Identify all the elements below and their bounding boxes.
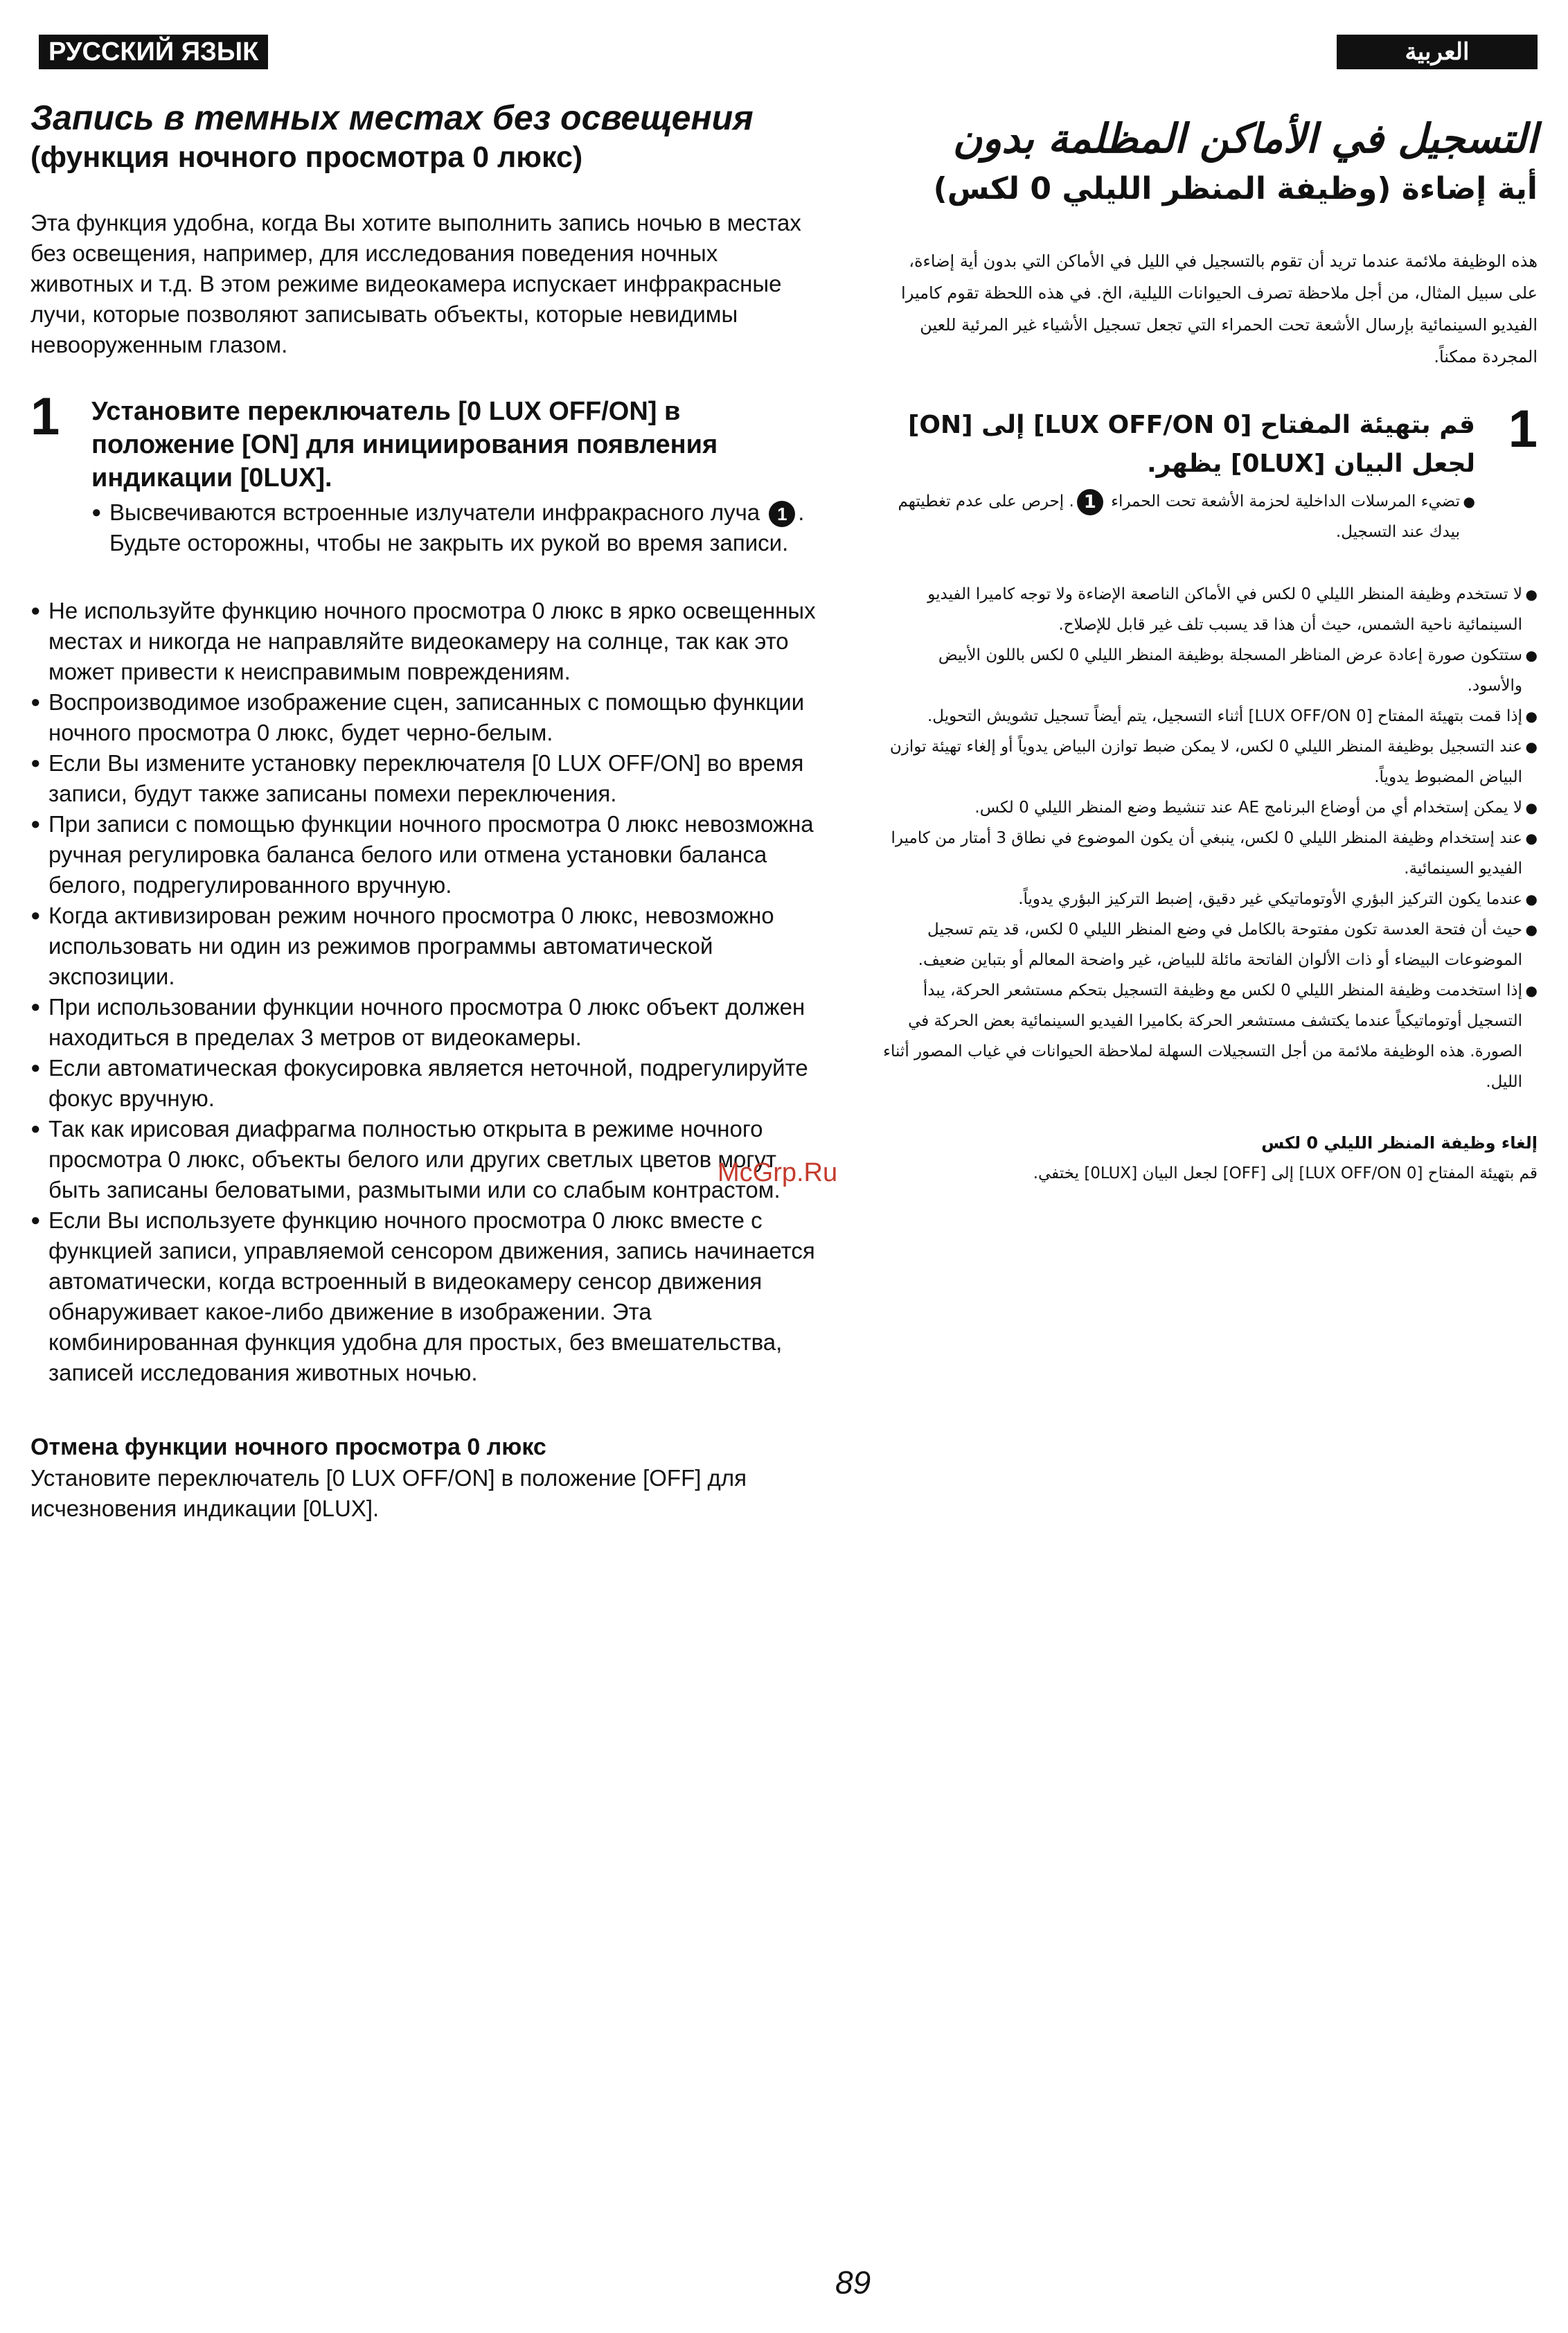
page-number: 89	[835, 2264, 871, 2300]
ru-step-title: Установите переключатель [0 LUX OFF/ON] в положение [ON] для инициирования появления индикации [0LUX].	[91, 397, 718, 493]
ru-note-item: ● Если Вы измените установку переключателя [0 LUX OFF/ON] во время записи, будут также записаны помехи переключения.	[30, 748, 827, 809]
ar-note-item: ● عندما يكون التركيز البؤري الأوتوماتيكي غير دقيق، إضبط التركيز البؤري يدوياً.	[880, 884, 1538, 914]
ru-note-item: ● Так как ирисовая диафрагма полностью открыта в режиме ночного просмотра 0 люкс, объекты белого или других светлых цветов могут быть записаны беловатыми, размытыми или со слабым контрастом.	[30, 1114, 827, 1205]
ar-notes-list	[880, 579, 1538, 1097]
ru-step-note-text-end: . Будьте осторожны, чтобы не закрыть их рукой во время записи.	[109, 499, 805, 556]
language-tab-russian: РУССКИЙ ЯЗЫК	[39, 35, 268, 69]
language-tab-arabic: العربية	[1337, 35, 1538, 69]
ar-note-item: ● عند إستخدام وظيفة المنظر الليلي 0 لكس، ينبغي أن يكون الموضوع في نطاق 3 أمتار من كاميرا الفيديو السينمائية.	[880, 823, 1538, 884]
ru-section-title: Запись в темных местах без освещения	[30, 98, 754, 137]
ru-note-item: ● Когда активизирован режим ночного просмотра 0 люкс, невозможно использовать ни один из режимов программы автоматической экспозиции.	[30, 901, 827, 992]
russian-column	[30, 97, 827, 1524]
callout-1-icon: 1	[769, 501, 795, 527]
ar-cancel-heading: إلغاء وظيفة المنظر الليلي 0 لكس	[1261, 1133, 1538, 1153]
ru-step-note	[91, 497, 827, 558]
ar-intro-paragraph: هذه الوظيفة ملائمة عندما تريد أن تقوم بالتسجيل في الليل في الأماكن التي بدون أية إضاءة، على سبيل المثال، من أجل ملاحظة تصرف الحيوانات الليلية، الخ. في هذه اللحظة تقوم كاميرا الفيديو السينمائية بإرسال الأشعة تحت الحمراء التي تجعل تسجيل الأشياء غير المرئية للعين المجردة ممكناً.	[901, 251, 1538, 366]
ar-note-item: ● عند التسجيل بوظيفة المنظر الليلي 0 لكس، لا يمكن ضبط توازن البياض يدوياً أو إلغاء تهيئة توازن البياض المضبوط يدوياً.	[880, 731, 1538, 792]
ar-note-item: ● لا يمكن إستخدام أي من أوضاع البرنامج AE عند تنشيط وضع المنظر الليلي 0 لكس.	[880, 792, 1538, 823]
ru-intro-paragraph: Эта функция удобна, когда Вы хотите выполнить запись ночью в местах без освещения, например, для исследования поведения ночных животных и т.д. В этом режиме видеокамера испускает инфракрасные лучи, которые позволяют записывать объекты, которые невидимы невооруженным глазом.	[30, 210, 801, 357]
ar-note-item: ● إذا قمت بتهيئة المفتاح [0 LUX OFF/ON] أثناء التسجيل، يتم أيضاً تسجيل تشويش التحويل.	[880, 701, 1538, 731]
watermark: McGrp.Ru	[718, 1158, 838, 1187]
ar-step-1	[880, 400, 1538, 547]
ar-step-number: 1	[1508, 400, 1538, 459]
ru-note-item: ● Не используйте функцию ночного просмотра 0 люкс в ярко освещенных местах и никогда не направляйте видеокамеру на солнце, так как это может привести к неисправимым повреждениям.	[30, 596, 827, 687]
ar-section-subtitle: أية إضاءة (وظيفة المنظر الليلي 0 لكس)	[933, 171, 1538, 206]
ru-step-note-text: Высвечиваются встроенные излучатели инфракрасного луча	[109, 499, 760, 525]
ar-step-note	[880, 486, 1475, 547]
ar-note-item: ● إذا استخدمت وظيفة المنظر الليلي 0 لكس مع وظيفة التسجيل بتحكم مستشعر الحركة، يبدأ التسجيل أوتوماتيكياً عندما يكتشف مستشعر الحركة بكاميرا الفيديو السينمائية بعض الحركة في الصورة. هذه الوظيفة ملائمة من أجل التسجيلات السهلة لملاحظة الحيوانات في غياب المصور أثناء الليل.	[880, 975, 1538, 1097]
ru-step-1	[30, 387, 827, 558]
ar-cancel-text: قم بتهيئة المفتاح [0 LUX OFF/ON] إلى [OFF] لجعل البيان [0LUX] يختفي.	[1033, 1164, 1538, 1182]
ar-note-item: ● حيث أن فتحة العدسة تكون مفتوحة بالكامل في وضع المنظر الليلي 0 لكس، قد يتم تسجيل الموضوعات البيضاء أو ذات الألوان الفاتحة مائلة للبياض، غير واضحة المعالم أو بتباين ضعيف.	[880, 914, 1538, 975]
ru-cancel-heading: Отмена функции ночного просмотра 0 люкс	[30, 1434, 546, 1460]
ru-notes-list	[30, 596, 827, 1388]
ar-section-title: التسجيل في الأماكن المظلمة بدون	[952, 115, 1538, 162]
ru-cancel-text: Установите переключатель [0 LUX OFF/ON] в положение [OFF] для исчезновения индикации [0LUX].	[30, 1465, 747, 1521]
ru-step-number: 1	[30, 387, 60, 446]
ar-note-item: ● لا تستخدم وظيفة المنظر الليلي 0 لكس في الأماكن الناصعة الإضاءة ولا توجه كاميرا الفيديو السينمائية ناحية الشمس، حيث أن هذا قد يسبب تلف غير قابل للإصلاح.	[880, 579, 1538, 640]
ru-note-item: ● Если Вы используете функцию ночного просмотра 0 люкс вместе с функцией записи, управляемой сенсором движения, запись начинается автоматически, когда встроенный в видеокамеру сенсор движения обнаруживает какое-либо движение в изображении. Эта комбинированная функция удобна для простых, без вмешательства, записей исследования животных ночью.	[30, 1205, 827, 1388]
ar-step-note-text-end: . إحرص على عدم تغطيتهم بيدك عند التسجيل.	[898, 493, 1460, 541]
ru-note-item: ● При использовании функции ночного просмотра 0 люкс объект должен находиться в пределах 3 метров от видеокамеры.	[30, 992, 827, 1053]
ru-note-item: ● Если автоматическая фокусировка является неточной, подрегулируйте фокус вручную.	[30, 1053, 827, 1114]
callout-1-icon: 1	[1077, 489, 1103, 515]
ru-section-subtitle: (функция ночного просмотра 0 люкс)	[30, 141, 583, 174]
ru-note-item: ● Воспроизводимое изображение сцен, записанных с помощью функции ночного просмотра 0 люкс, будет черно-белым.	[30, 687, 827, 748]
ru-note-item: ● При записи с помощью функции ночного просмотра 0 люкс невозможна ручная регулировка баланса белого или отмена установки баланса белого, подрегулированного вручную.	[30, 809, 827, 901]
ar-step-title: قم بتهيئة المفتاح [0 LUX OFF/ON] إلى [ON] لجعل البيان [0LUX] يظهر.	[907, 411, 1475, 478]
ar-note-item: ● ستتكون صورة إعادة عرض المناظر المسجلة بوظيفة المنظر الليلي 0 لكس باللون الأبيض والأسود.	[880, 640, 1538, 701]
arabic-column	[880, 111, 1538, 1189]
ar-step-note-text: تضيء المرسلات الداخلية لحزمة الأشعة تحت الحمراء	[1111, 493, 1460, 511]
